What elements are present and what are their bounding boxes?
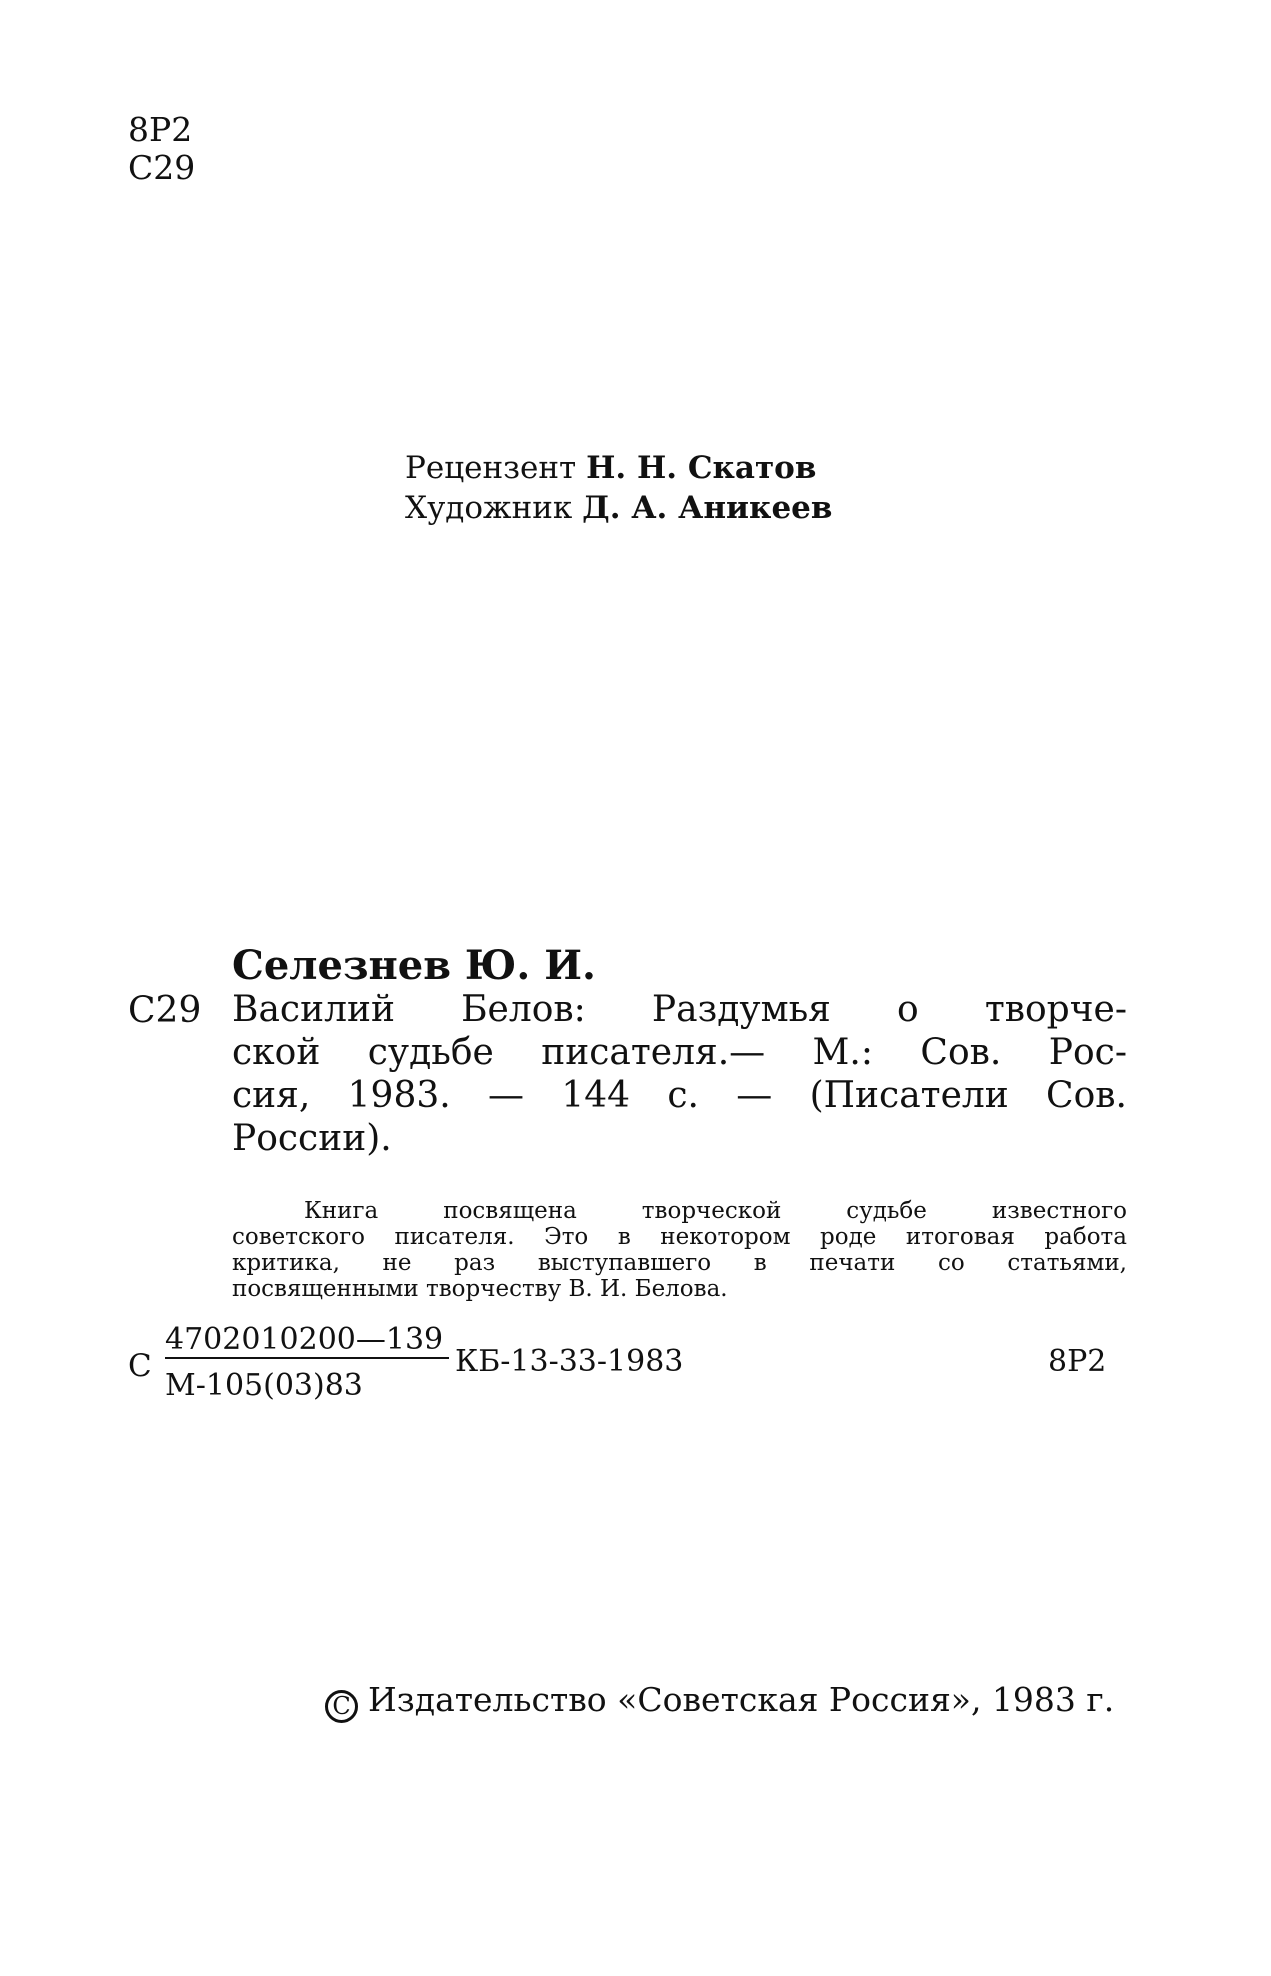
classification-code-top: 8Р2 xyxy=(128,110,193,149)
annotation-line: критика, не раз выступавшего в печати со статьями, xyxy=(232,1250,1127,1276)
description-line: ской судьбе писателя.— М.: Сов. Рос- xyxy=(232,1032,1127,1073)
annotation-line: советского писателя. Это в некотором роде итоговая работа xyxy=(232,1224,1127,1250)
artist-name: Д. А. Аникеев xyxy=(582,490,833,526)
index-denominator: М-105(03)83 xyxy=(165,1368,363,1403)
copyright-line xyxy=(325,1680,1114,1723)
description-line: России). xyxy=(232,1118,392,1159)
classification-code-author: С29 xyxy=(128,148,196,187)
description-line: Василий Белов: Раздумья о творче- xyxy=(232,989,1127,1030)
index-numerator: 4702010200—139 xyxy=(165,1322,449,1359)
author-heading: Селезнев Ю. И. xyxy=(232,942,596,989)
annotation-line: Книга посвящена творческой судьбе известного xyxy=(304,1198,1127,1224)
index-kb-code: КБ-13-33-1983 xyxy=(455,1344,684,1379)
index-classification-code: 8Р2 xyxy=(1048,1344,1107,1379)
catalog-side-code: С29 xyxy=(128,990,202,1031)
artist-line xyxy=(405,488,832,528)
artist-label: Художник xyxy=(405,490,573,526)
annotation-line: посвященными творчеству В. И. Белова. xyxy=(232,1276,728,1302)
reviewer-label: Рецензент xyxy=(405,450,577,486)
reviewer-line xyxy=(405,448,832,488)
description-line: сия, 1983. — 144 с. — (Писатели Сов. xyxy=(232,1075,1127,1116)
annotation xyxy=(232,1198,1127,1302)
index-prefix: С xyxy=(128,1348,152,1384)
copyright-icon: C xyxy=(325,1690,358,1723)
reviewer-name: Н. Н. Скатов xyxy=(586,450,817,486)
bibliographic-description xyxy=(232,988,1127,1160)
copyright-text: Издательство «Советская Россия», 1983 г. xyxy=(368,1680,1115,1719)
credits-block xyxy=(405,448,832,528)
